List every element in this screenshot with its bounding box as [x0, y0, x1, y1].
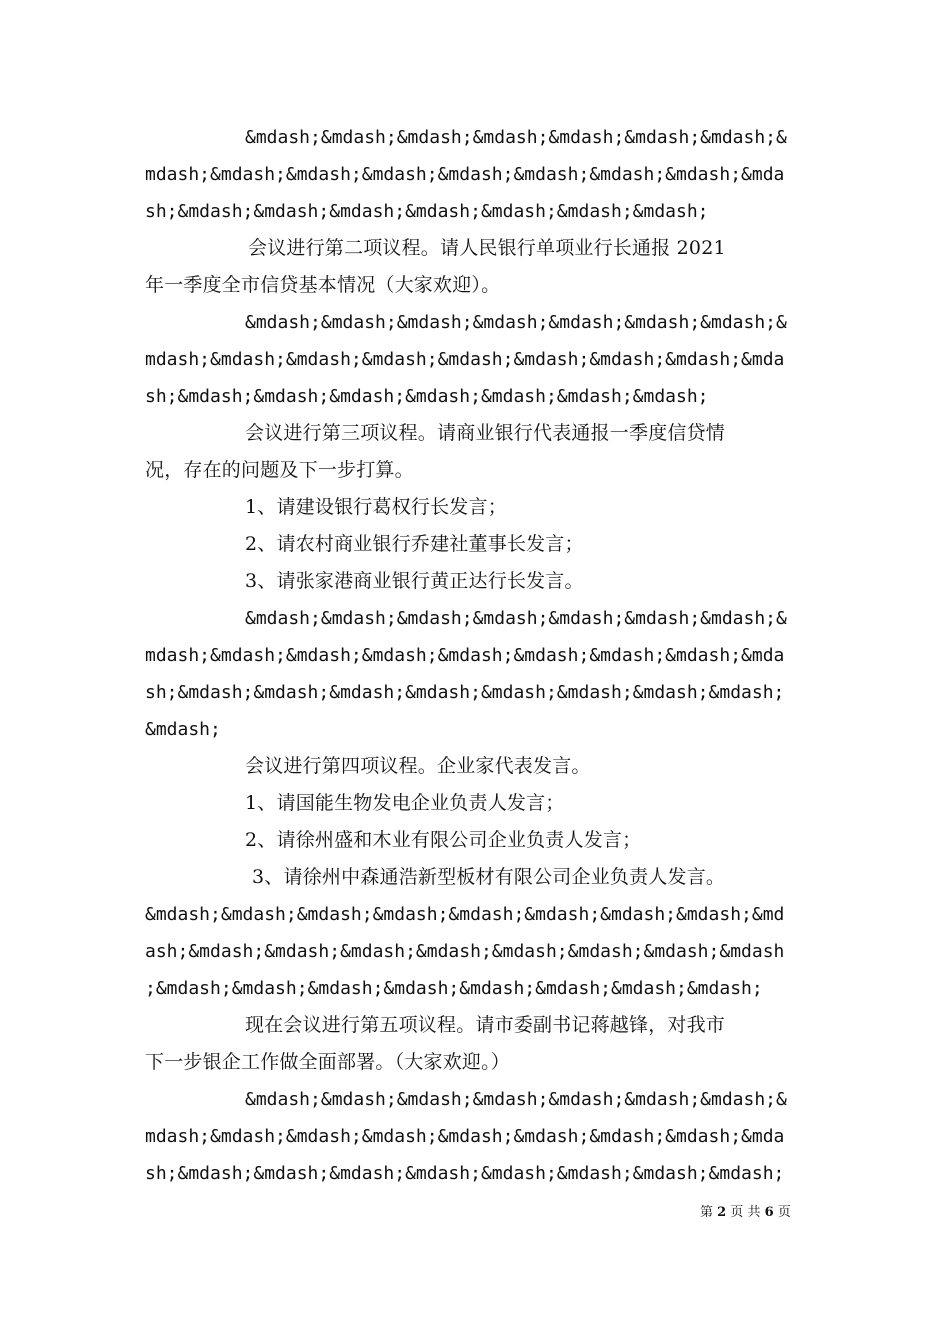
text-line: mdash;&mdash;&mdash;&mdash;&mdash;&mdash;&mdash;&mdash;&mda	[145, 645, 785, 666]
text-line: &mdash;&mdash;&mdash;&mdash;&mdash;&mdash;&mdash;&mdash;&md	[145, 904, 785, 925]
text-line: sh;&mdash;&mdash;&mdash;&mdash;&mdash;&mdash;&mdash;&mdash;	[145, 1163, 785, 1184]
text-line: ash;&mdash;&mdash;&mdash;&mdash;&mdash;&mdash;&mdash;&mdash	[145, 941, 785, 962]
text-line: &mdash;&mdash;&mdash;&mdash;&mdash;&mdash;&mdash;&	[245, 312, 787, 333]
text-line: 年一季度全市信贷基本情况（大家欢迎）。	[145, 274, 501, 296]
text-line: mdash;&mdash;&mdash;&mdash;&mdash;&mdash;&mdash;&mdash;&mda	[145, 164, 785, 185]
text-line: sh;&mdash;&mdash;&mdash;&mdash;&mdash;&mdash;&mdash;	[145, 201, 709, 222]
text-line: 会议进行第三项议程。请商业银行代表通报一季度信贷情	[245, 422, 726, 444]
text-line: sh;&mdash;&mdash;&mdash;&mdash;&mdash;&mdash;&mdash;	[145, 386, 709, 407]
footer-prefix: 第	[700, 1205, 714, 1220]
text-line: 2、请徐州盛和木业有限公司企业负责人发言；	[245, 829, 642, 851]
text-line: sh;&mdash;&mdash;&mdash;&mdash;&mdash;&mdash;&mdash;&mdash;	[145, 682, 785, 703]
text-line: &mdash;	[145, 719, 221, 740]
text-line: 会议进行第四项议程。企业家代表发言。	[245, 755, 591, 777]
text-line: 现在会议进行第五项议程。请市委副书记蒋越锋，对我市	[245, 1014, 726, 1036]
text-line: 况，存在的问题及下一步打算。	[145, 459, 414, 481]
text-line: 会议进行第二项议程。请人民银行单项业行长通报 2021	[248, 237, 726, 259]
text-line: &mdash;&mdash;&mdash;&mdash;&mdash;&mdash;&mdash;&	[245, 127, 787, 148]
footer-middle: 页 共	[730, 1205, 761, 1220]
text-line: 2、请农村商业银行乔建社董事长发言；	[245, 533, 584, 555]
page-footer	[700, 1204, 820, 1222]
text-line: 3、请张家港商业银行黄正达行长发言。	[245, 570, 584, 592]
text-line: 下一步银企工作做全面部署。（大家欢迎。）	[145, 1051, 511, 1073]
footer-current-page: 2	[717, 1205, 727, 1220]
document-body	[145, 119, 825, 1192]
text-line: 1、请建设银行葛权行长发言；	[245, 496, 507, 518]
text-line: ;&mdash;&mdash;&mdash;&mdash;&mdash;&mdash;&mdash;&mdash;	[145, 978, 763, 999]
text-line: 3、请徐州中森通浩新型板材有限公司企业负责人发言。	[252, 866, 726, 888]
text-line: 1、请国能生物发电企业负责人发言；	[245, 792, 565, 814]
text-line: &mdash;&mdash;&mdash;&mdash;&mdash;&mdash;&mdash;&	[245, 608, 787, 629]
text-line: mdash;&mdash;&mdash;&mdash;&mdash;&mdash;&mdash;&mdash;&mda	[145, 1126, 785, 1147]
text-line: mdash;&mdash;&mdash;&mdash;&mdash;&mdash;&mdash;&mdash;&mda	[145, 349, 785, 370]
footer-total-pages: 6	[764, 1205, 774, 1220]
text-line: &mdash;&mdash;&mdash;&mdash;&mdash;&mdash;&mdash;&	[245, 1089, 787, 1110]
footer-suffix: 页	[777, 1205, 791, 1220]
